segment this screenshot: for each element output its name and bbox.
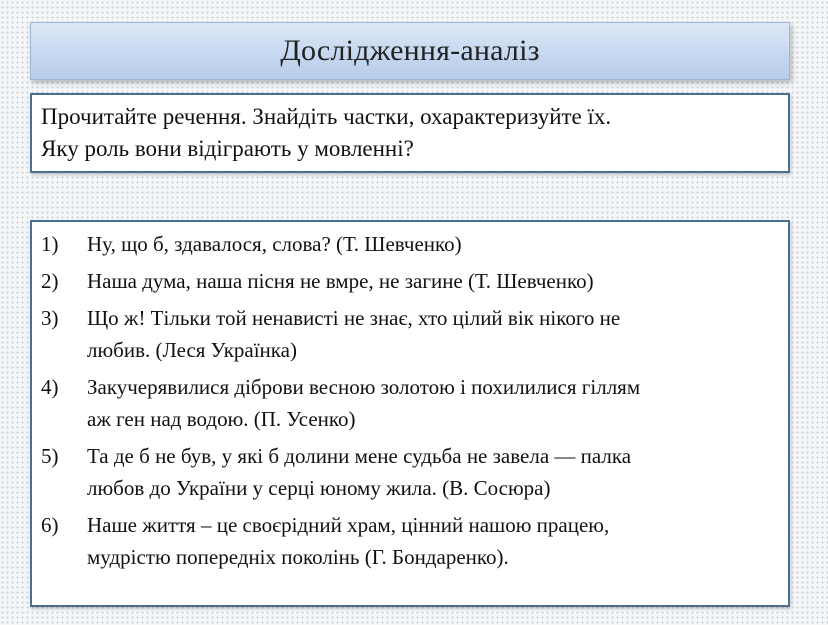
item-number: 5): [41, 444, 59, 468]
list-item: [41, 265, 778, 297]
sentence-list: [30, 220, 790, 607]
item-text: [87, 302, 778, 366]
list-item: [41, 371, 778, 435]
item-number: 3): [41, 306, 59, 330]
item-number: 2): [41, 269, 59, 293]
item-line: Що ж! Тільки той ненависті не знає, хто цілий вік нікого не: [87, 306, 621, 330]
title-bar: [30, 22, 790, 80]
slide-title: Дослідження-аналіз: [280, 34, 540, 67]
item-text: [87, 440, 778, 504]
list-item: [41, 509, 778, 573]
item-line: Та де б не був, у які б долини мене судьба не завела — палка: [87, 444, 632, 468]
item-number: 1): [41, 232, 59, 256]
item-line: Наша дума, наша пісня не вмре, не загине (Т. Шевченко): [87, 269, 594, 293]
item-line: мудрістю попередніх поколінь (Г. Бондаренко).: [87, 545, 509, 569]
item-line: Наше життя – це своєрідний храм, цінний нашою працею,: [87, 513, 610, 537]
item-line: Закучерявилися діброви весною золотою і похилилися гіллям: [87, 375, 641, 399]
list-item: [41, 228, 778, 260]
item-text: [87, 265, 778, 297]
item-line: аж ген над водою. (П. Усенко): [87, 407, 356, 431]
list-item: [41, 302, 778, 366]
task-box: [30, 93, 790, 173]
item-text: [87, 228, 778, 260]
item-line: Ну, що б, здавалося, слова? (Т. Шевченко): [87, 232, 462, 256]
task-line: Прочитайте речення. Знайдіть частки, охарактеризуйте їх.: [41, 104, 612, 129]
task-line: Яку роль вони відіграють у мовленні?: [41, 136, 414, 161]
list-item: [41, 440, 778, 504]
item-text: [87, 509, 778, 573]
item-line: любов до України у серці юному жила. (В. Сосюра): [87, 476, 551, 500]
item-line: любив. (Леся Українка): [87, 338, 297, 362]
item-text: [87, 371, 778, 435]
item-number: 6): [41, 513, 59, 537]
item-number: 4): [41, 375, 59, 399]
